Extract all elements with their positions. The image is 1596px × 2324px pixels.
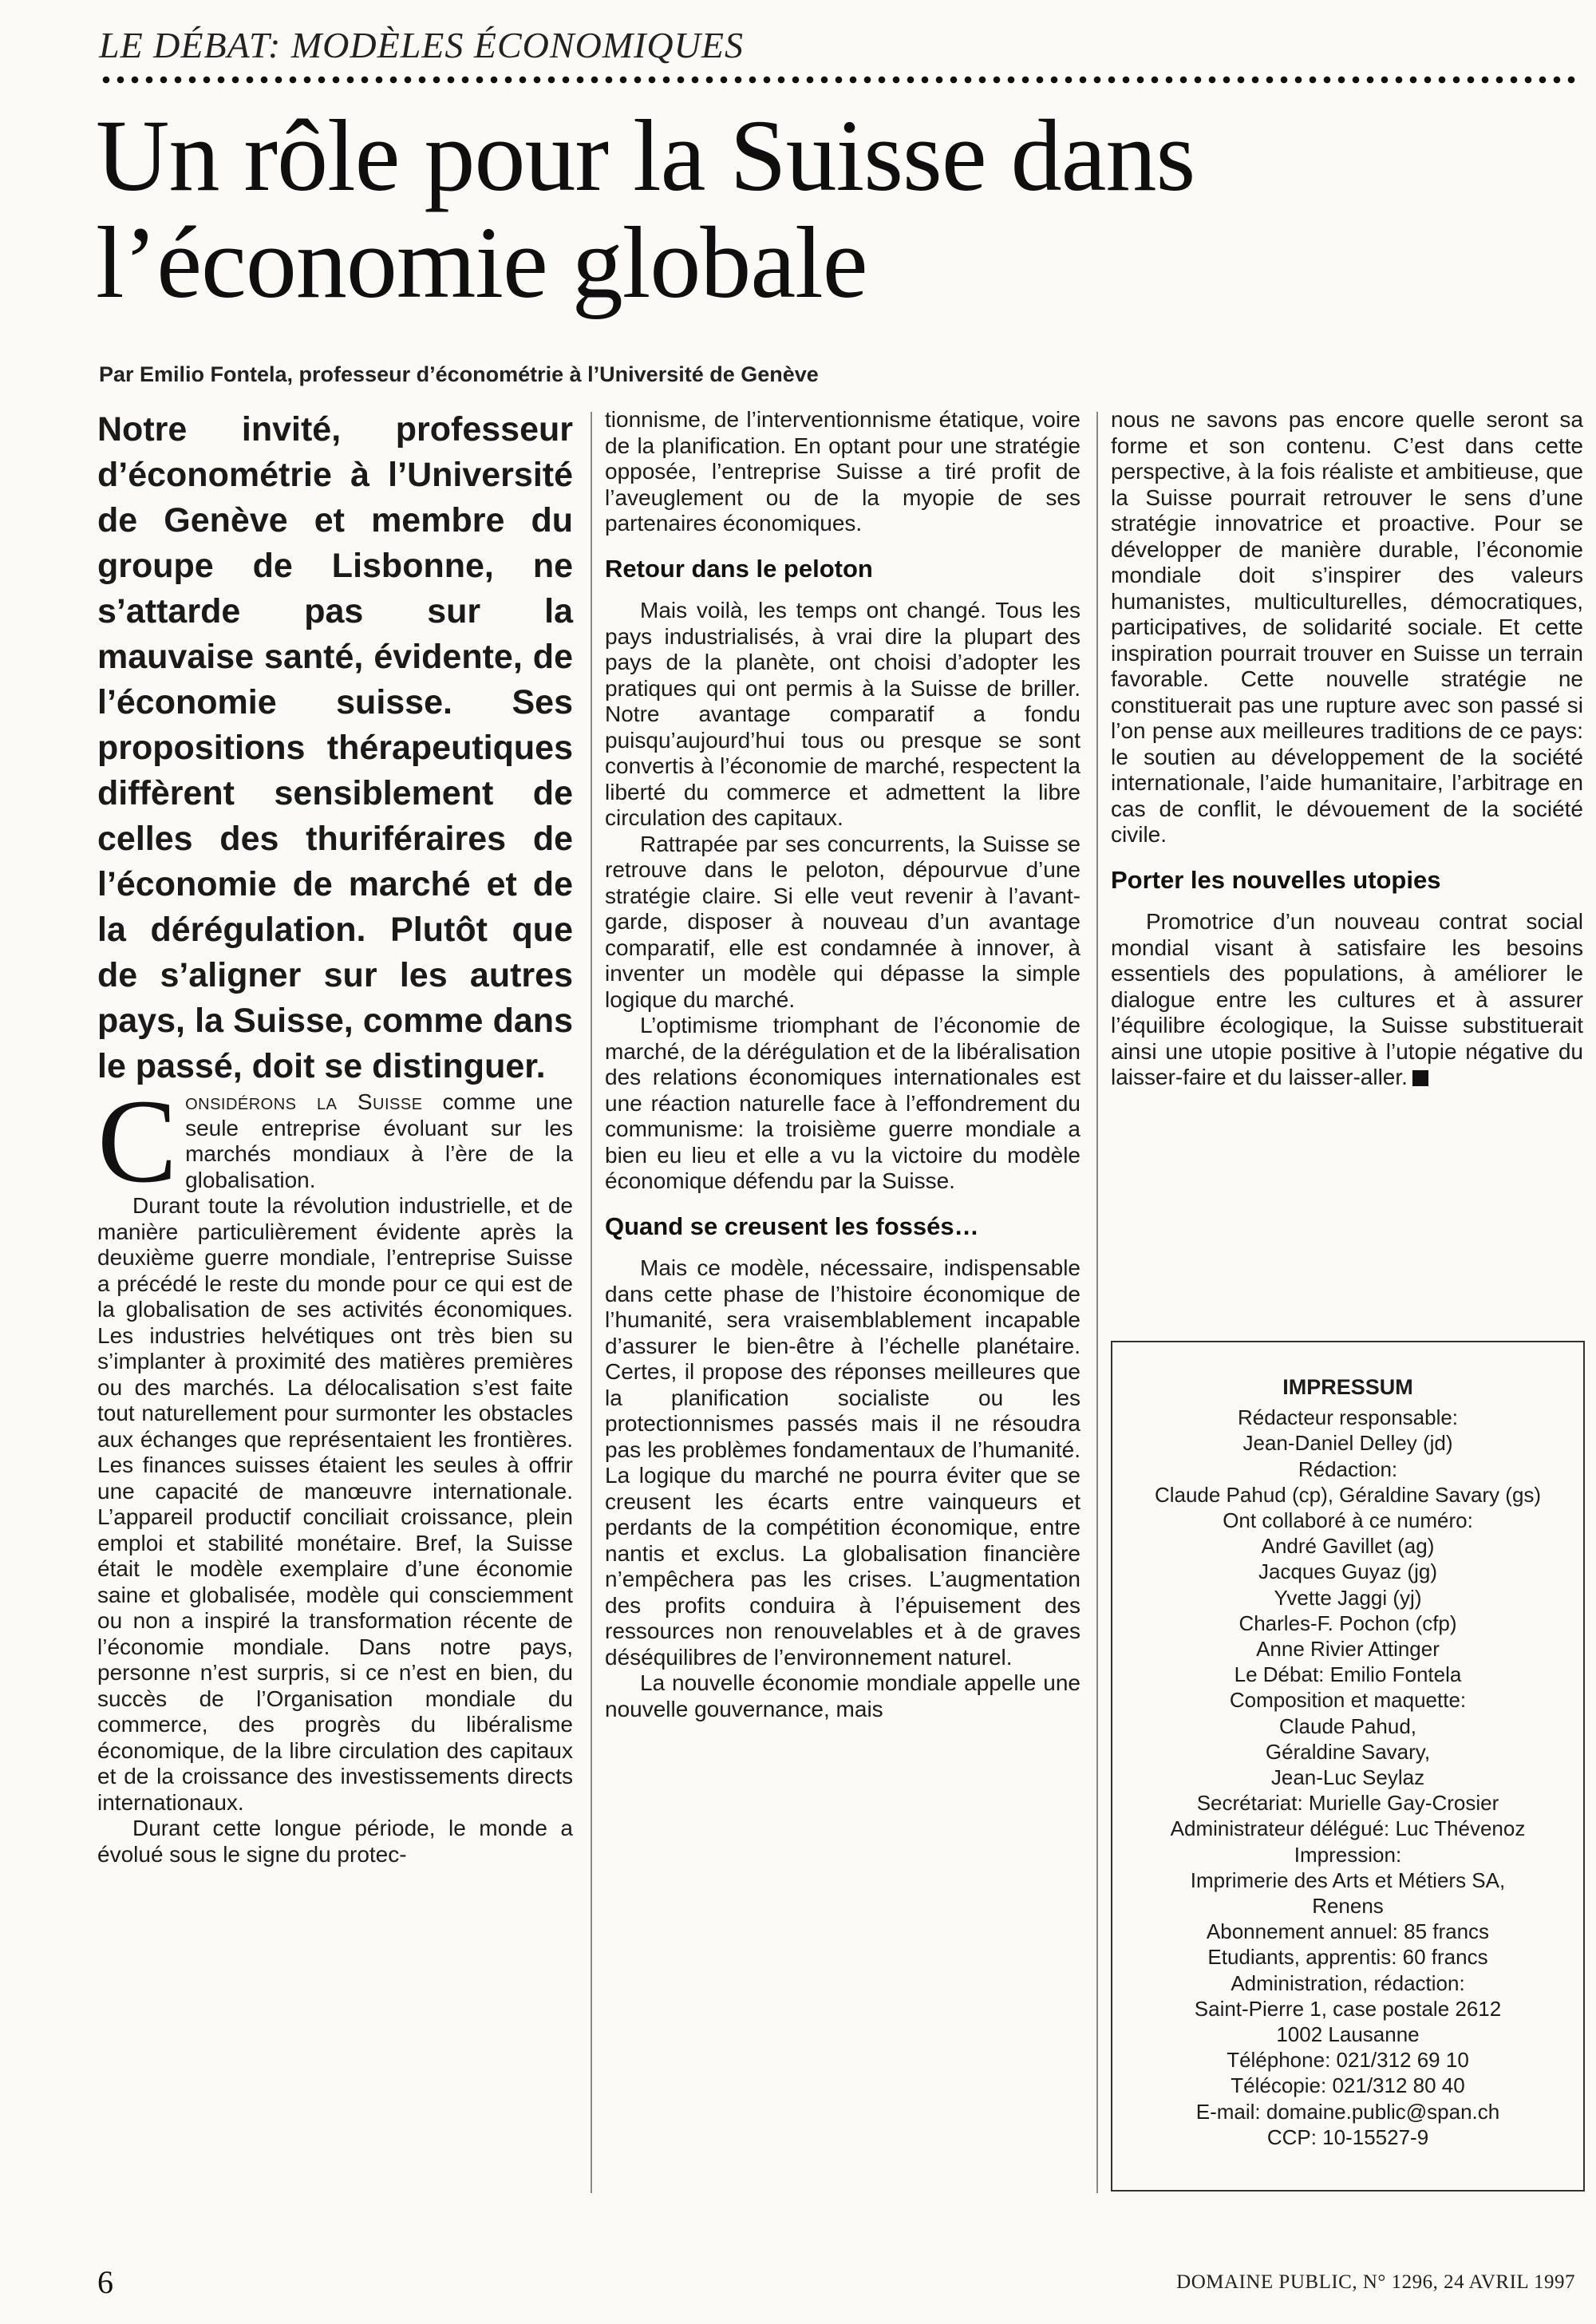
impressum-line: Rédaction: — [1298, 1456, 1398, 1481]
paragraph: Durant toute la révolution industrielle, et de manière particulièrement évidente après la deuxième guerre mondiale, l’entreprise Suisse a précédé le reste du monde pour ce qui est de la globalisation de ses activités économiques. Les industries helvétiques ont très bien su s’implanter à proximité des matières premières ou des marchés. La délocalisation s’est faite tout naturellement pour surmonter les obstacles aux échanges que représentaient les frontières. Les finances suisses étaient les seules à offrir une capacité de manœuvre internationale. L’appareil productif conciliait croissance, plein emploi et stabilité monétaire. Bref, la Suisse était le modèle exemplaire d’une économie saine et globalisée, modèle qui consciemment ou non a inspiré la transformation récente de l’économie mondiale. Dans notre pays, personne n’est surpris, si ce n’est en bien, du succès de l’Organisation mondiale du commerce, des progrès du libéralisme économique, de la libre circulation des capitaux et de la croissance des investissements directs internationaux. — [97, 1193, 573, 1815]
subheading: Retour dans le peloton — [605, 554, 873, 583]
paragraph: Rattrapée par ses concurrents, la Suisse se retrouve dans le peloton, dépourvue d’une stratégie claire. Si elle veut revenir à l’avant-garde, disposer à nouveau d’un avantage comparatif, elle est condamnée à innover, à inventer un modèle qui dépasse la simple logique du marché. — [605, 831, 1080, 1012]
paragraph: Durant cette longue période, le monde a évolué sous le signe du protec- — [97, 1816, 573, 1867]
lead-text: comme une seule entreprise évoluant sur les marchés mondiaux à l’ère de la globalisation. — [185, 1089, 573, 1192]
column-2 — [605, 407, 1080, 1722]
subheading: Porter les nouvelles utopies — [1111, 865, 1441, 894]
lead-smallcaps: onsidérons la Suisse — [185, 1089, 423, 1114]
impressum-line: Etudiants, apprentis: 60 francs — [1207, 1945, 1488, 1970]
impressum-line: Renens — [1312, 1894, 1384, 1919]
impressum-line: Anne Rivier Attinger — [1256, 1637, 1440, 1662]
impressum-line: Secrétariat: Murielle Gay-Crosier — [1196, 1791, 1499, 1816]
impressum-line: Ont collaboré à ce numéro: — [1223, 1508, 1473, 1533]
column-1 — [97, 407, 573, 1868]
article-title: Un rôle pour la Suisse dans l’économie globale — [96, 99, 1195, 319]
paragraph-continued: nous ne savons pas encore quelle seront sa forme et son contenu. C’est dans cette perspective, à la fois réaliste et ambitieuse, que la Suisse pourrait retrouver le sens d’une stratégie innovatrice et proactive. Pour se développer de manière durable, l’économie mondiale doit s’inspirer des valeurs humanistes, multiculturelles, démocratiques, participatives, de solidarité sociale. Et cette inspiration pourrait trouver en Suisse un terrain favorable. Cette nouvelle stratégie ne constituerait pas une rupture avec son passé si l’on pense aux meilleures traditions de ce pays: le soutien au développement de la société internationale, l’aide humanitaire, l’arbitrage en cas de conflit, le dévouement de la société civile. — [1111, 407, 1583, 847]
impressum-line: Abonnement annuel: 85 francs — [1206, 1919, 1490, 1944]
impressum-line: Jacques Guyaz (jg) — [1258, 1559, 1437, 1584]
impressum-line: Géraldine Savary, — [1265, 1739, 1431, 1764]
impressum-line: Impression: — [1294, 1842, 1402, 1867]
impressum-line: CCP: 10-15527-9 — [1266, 2124, 1429, 2149]
impressum-line[interactable]: E-mail: domaine.public@span.ch — [1195, 2099, 1500, 2124]
closing-text: Promotrice d’un nouveau contrat social mondial visant à satisfaire les besoins essentiels des populations, à améliorer le dialogue entre les cultures et à assurer l’équilibre écologique, la Suisse substituerait ainsi une utopie positive à l’utopie négative du laisser-faire et du laisser-aller. — [1111, 909, 1583, 1089]
article-lead — [97, 1075, 573, 1207]
paragraph: La nouvelle économie mondiale appelle une nouvelle gouvernance, mais — [605, 1670, 1080, 1721]
drop-cap: C — [97, 1075, 178, 1207]
paragraph — [1111, 909, 1583, 1091]
impressum-line: Administrateur délégué: Luc Thévenoz — [1170, 1816, 1526, 1841]
impressum-box — [1111, 1341, 1585, 2192]
impressum-line: Claude Pahud (cp), Géraldine Savary (gs) — [1154, 1482, 1542, 1507]
impressum-line: Yvette Jaggi (yj) — [1274, 1585, 1422, 1610]
dotted-rule — [99, 73, 1580, 86]
intro-text: Notre invité, professeur d’économétrie à l’Université de Genève et membre du groupe de Lisbonne, ne s’attarde pas sur la mauvaise santé, évidente, de l’économie suisse. Ses propositions thérapeutiques diffèrent sensiblement de celles des thuriféraires de l’économie de marché et de la dérégulation. Plutôt que de s’aligner sur les autres pays, la Suisse, comme dans le passé, doit se distinguer. — [97, 410, 573, 1085]
impressum-line: André Gavillet (ag) — [1261, 1534, 1435, 1559]
impressum-title: IMPRESSUM — [1282, 1375, 1413, 1399]
publication-footer: DOMAINE PUBLIC, N° 1296, 24 AVRIL 1997 — [1176, 2271, 1575, 2293]
impressum-line: Claude Pahud, — [1278, 1713, 1417, 1738]
column-divider — [591, 412, 592, 2193]
impressum-line: Charles-F. Pochon (cfp) — [1238, 1611, 1457, 1635]
impressum-line: 1002 Lausanne — [1276, 2022, 1420, 2047]
impressum-line: Administration, rédaction: — [1231, 1970, 1465, 1995]
paragraph-continued: tionnisme, de l’interventionnisme étatique, voire de la planification. En optant pour une stratégie opposée, l’entreprise Suisse a tiré profit de l’aveuglement ou de la myopie de ses partenaires économiques. — [605, 407, 1080, 536]
impressum-line: Imprimerie des Arts et Métiers SA, — [1190, 1868, 1506, 1892]
paragraph: Mais voilà, les temps ont changé. Tous les pays industrialisés, à vrai dire la plupart des pays de la planète, ont choisi d’adopter les pratiques qui ont permis à la Suisse de briller. Notre avantage comparatif a fondu puisqu’aujourd’hui tous ou presque se sont convertis à l’économie de marché, respectent la liberté du commerce et admettent la libre circulation des capitaux. — [605, 598, 1080, 830]
paragraph: L’optimisme triomphant de l’économie de marché, de la dérégulation et de la libéralisation des relations économiques internationales est une réaction naturelle face à l’effondrement du communisme: la troisième guerre mondiale a bien eu lieu et elle a vu la victoire du modèle économique défendu par la Suisse. — [605, 1013, 1080, 1193]
impressum-line: Le Débat: Emilio Fontela — [1234, 1662, 1462, 1687]
paragraph — [97, 1075, 573, 1207]
column-divider — [1096, 412, 1098, 2193]
impressum-line: Jean-Luc Seylaz — [1270, 1765, 1425, 1790]
byline: Par Emilio Fontela, professeur d’économétrie à l’Université de Genève — [99, 362, 819, 386]
impressum-line: Composition et maquette: — [1229, 1688, 1467, 1713]
impressum-line: Jean-Daniel Delley (jd) — [1242, 1431, 1453, 1456]
subheading: Quand se creusent les fossés… — [605, 1211, 979, 1240]
impressum-line: Télécopie: 021/312 80 40 — [1231, 2073, 1465, 2098]
end-mark-icon — [1412, 1070, 1428, 1086]
impressum-lines — [1127, 1405, 1569, 2150]
paragraph: Mais ce modèle, nécessaire, indispensable dans cette phase de l’histoire économique de l’humanité, sera vraisemblablement incapable d’assurer le bien-être à l’échelle planétaire. Certes, il propose des réponses meilleures que la planification socialiste ou les protectionnismes passés mais il ne résoudra pas les problèmes fondamentaux de l’humanité. La logique du marché ne pourra éviter que se creusent les écarts entre vainqueurs et perdants de la compétition économique, entre nantis et exclus. La globalisation financière n’empêchera pas les crises. L’augmentation des profits conduira à l’épuisement des ressources non renouvelables et à de graves déséquilibres de l’environnement naturel. — [605, 1255, 1080, 1670]
page-number: 6 — [97, 2264, 113, 2300]
section-kicker: LE DÉBAT: MODÈLES ÉCONOMIQUES — [99, 25, 744, 65]
impressum-line: Rédacteur responsable: — [1237, 1405, 1459, 1430]
impressum-line: Téléphone: 021/312 69 10 — [1227, 2048, 1469, 2073]
column-3 — [1111, 407, 1583, 1091]
impressum-line: Saint-Pierre 1, case postale 2612 — [1194, 1996, 1502, 2021]
